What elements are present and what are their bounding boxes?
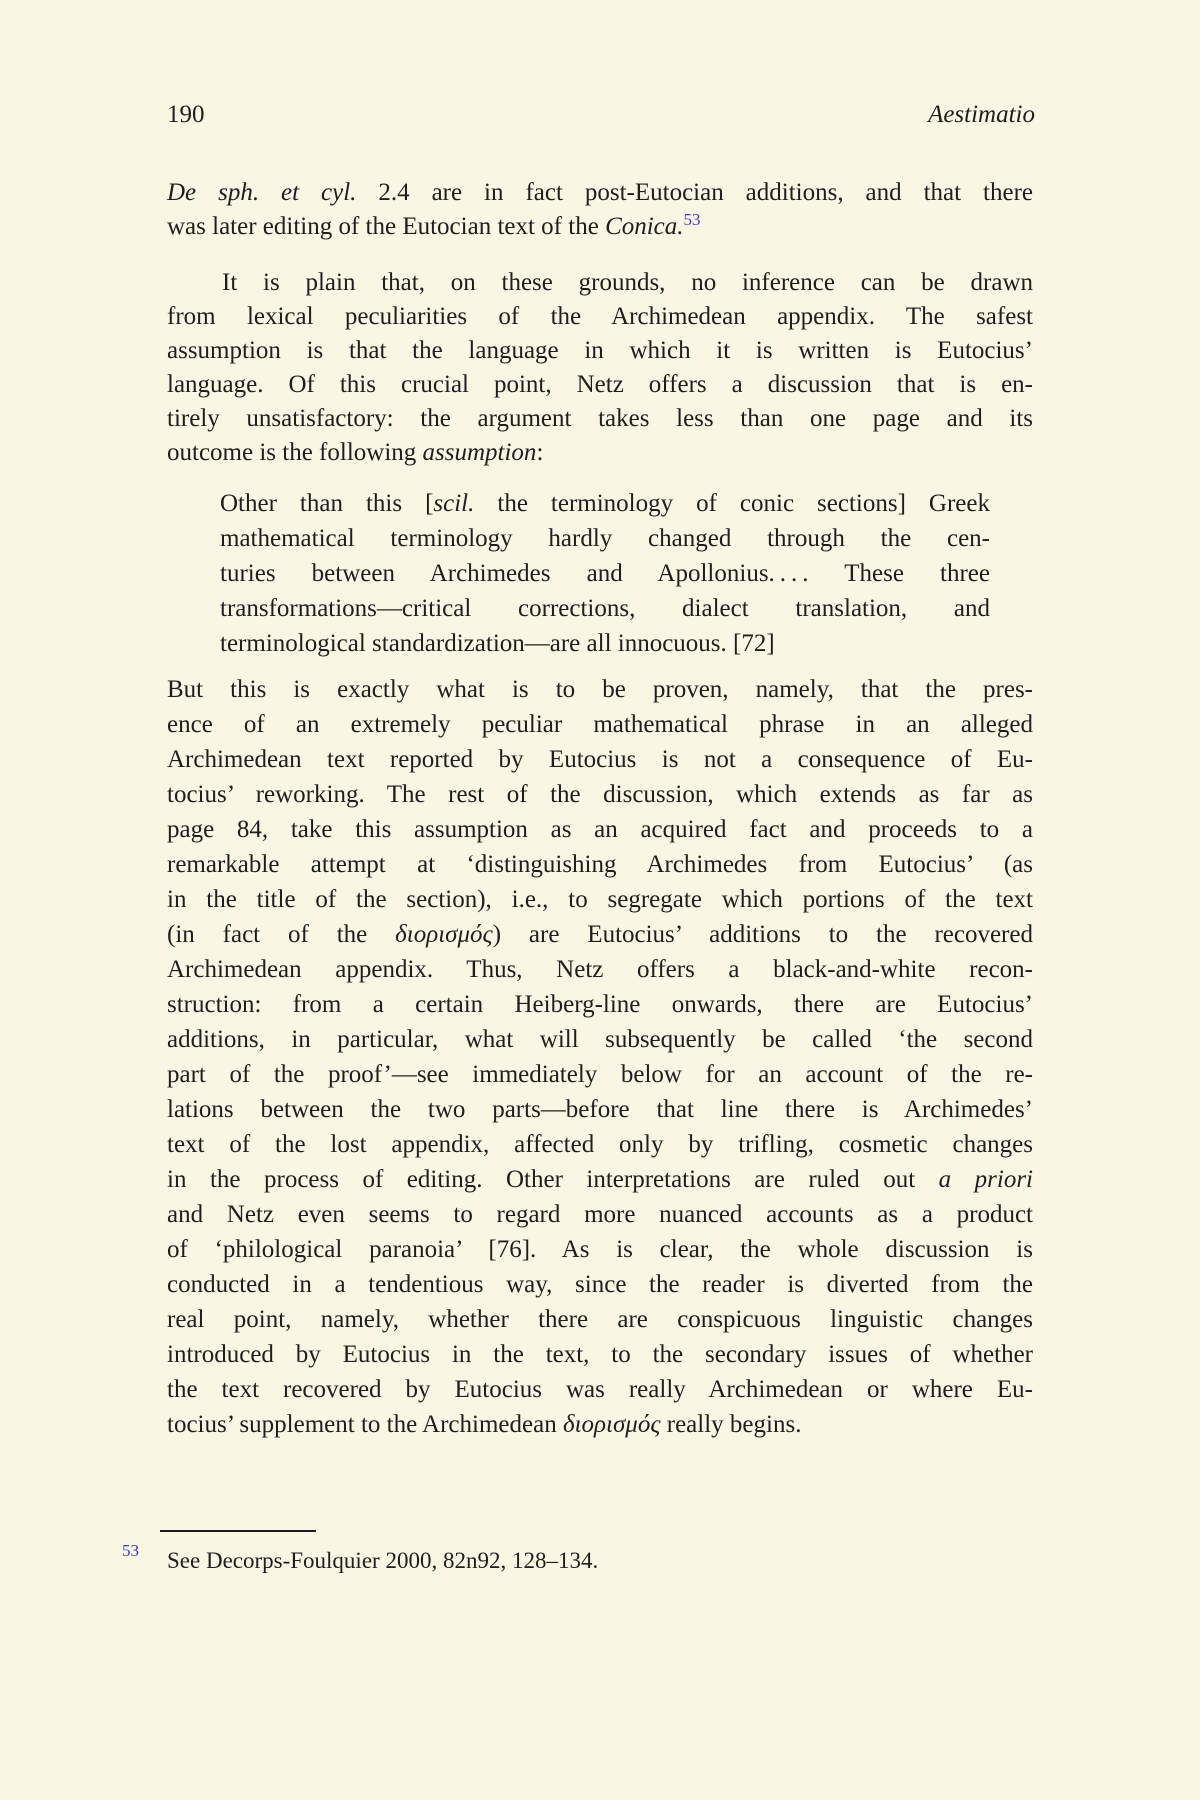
italic-text: assumption [422, 439, 537, 466]
text-line: mathematical terminology hardly changed through the cen- [220, 525, 990, 552]
text-line: text of the lost appendix, affected only by trifling, cosmetic changes [167, 1131, 1033, 1158]
text-line: page 84, take this assumption as an acquired fact and proceeds to a [167, 816, 1033, 843]
text-line: was later editing of the Eutocian text of the Conica.$^{53}$ [167, 210, 701, 240]
text-line: from lexical peculiarities of the Archimedean appendix. The safest [167, 303, 1033, 330]
page-header [167, 100, 1035, 130]
text-line: transformations—critical corrections, dialect translation, and [220, 595, 990, 622]
text-line: real point, namely, whether there are conspicuous linguistic changes [167, 1306, 1033, 1333]
text-line: conducted in a tendentious way, since the reader is diverted from the [167, 1271, 1033, 1298]
footnote-marker: 53 [122, 1541, 139, 1560]
text-line: De sph. et cyl. 2.4 are in fact post-Eutocian additions, and that there [167, 179, 1033, 206]
text-line: It is plain that, on these grounds, no inference can be drawn [222, 269, 1033, 296]
text-line: tirely unsatisfactory: the argument takes less than one page and its [167, 405, 1033, 432]
text-line: assumption is that the language in which it is written is Eutocius’ [167, 337, 1033, 364]
text-line: Other than this [scil. the terminology of conic sections] Greek [220, 490, 990, 517]
italic-text: scil. [433, 490, 475, 517]
text-line: (in fact of the διορισμός) are Eutocius’ additions to the recovered [167, 921, 1033, 948]
text-line: of ‘philological paranoia’ [76]. As is clear, the whole discussion is [167, 1236, 1033, 1263]
text-line: Archimedean text reported by Eutocius is not a consequence of Eu- [167, 746, 1033, 773]
footnote-text: See Decorps-Foulquier 2000, 82n92, 128–134. [167, 1548, 599, 1573]
block-quote [220, 486, 990, 661]
text-line: ence of an extremely peculiar mathematical phrase in an alleged [167, 711, 1033, 738]
text-line: outcome is the following assumption: [167, 439, 544, 466]
text-line: additions, in particular, what will subsequently be called ‘the second [167, 1026, 1033, 1053]
text-line: terminological standardization—are all innocuous. [72] [220, 630, 775, 657]
paragraph-but-this [167, 672, 1033, 1442]
footnote-ref-53[interactable]: 53 [683, 210, 701, 229]
paragraph-continuation [167, 176, 1033, 244]
text-line: and Netz even seems to regard more nuanced accounts as a product [167, 1201, 1033, 1228]
text-line: part of the proof’—see immediately below for an account of the re- [167, 1061, 1033, 1088]
text-line: remarkable attempt at ‘distinguishing Archimedes from Eutocius’ (as [167, 851, 1033, 878]
footnote-rule [160, 1530, 316, 1532]
text-line: the text recovered by Eutocius was really Archimedean or where Eu- [167, 1376, 1033, 1403]
running-head: Aestimatio [928, 101, 1035, 128]
text-line: introduced by Eutocius in the text, to the secondary issues of whether [167, 1341, 1033, 1368]
italic-text: διορισμός [562, 1411, 661, 1438]
text-line: Archimedean appendix. Thus, Netz offers a black-and-white recon- [167, 956, 1033, 983]
text-line: struction: from a certain Heiberg-line onwards, there are Eutocius’ [167, 991, 1033, 1018]
text-line: tocius’ supplement to the Archimedean διορισμός really begins. [167, 1411, 802, 1438]
text-line: tocius’ reworking. The rest of the discussion, which extends as far as [167, 781, 1033, 808]
text-line: But this is exactly what is to be proven, namely, that the pres- [167, 676, 1033, 703]
text-line: lations between the two parts—before that line there is Archimedes’ [167, 1096, 1033, 1123]
italic-text: διορισμός [395, 921, 493, 948]
italic-text: De sph. et cyl. [167, 179, 357, 206]
italic-text: a priori [938, 1166, 1033, 1193]
text-line: turies between Archimedes and Apollonius. . . . These three [220, 560, 990, 587]
paragraph-it-is-plain [167, 266, 1033, 470]
page-number: 190 [167, 101, 205, 128]
text-line: in the title of the section), i.e., to segregate which portions of the text [167, 886, 1033, 913]
text-line: language. Of this crucial point, Netz offers a discussion that is en- [167, 371, 1033, 398]
text-line: in the process of editing. Other interpretations are ruled out a priori [167, 1166, 1033, 1193]
italic-text: Conica. [605, 213, 684, 240]
